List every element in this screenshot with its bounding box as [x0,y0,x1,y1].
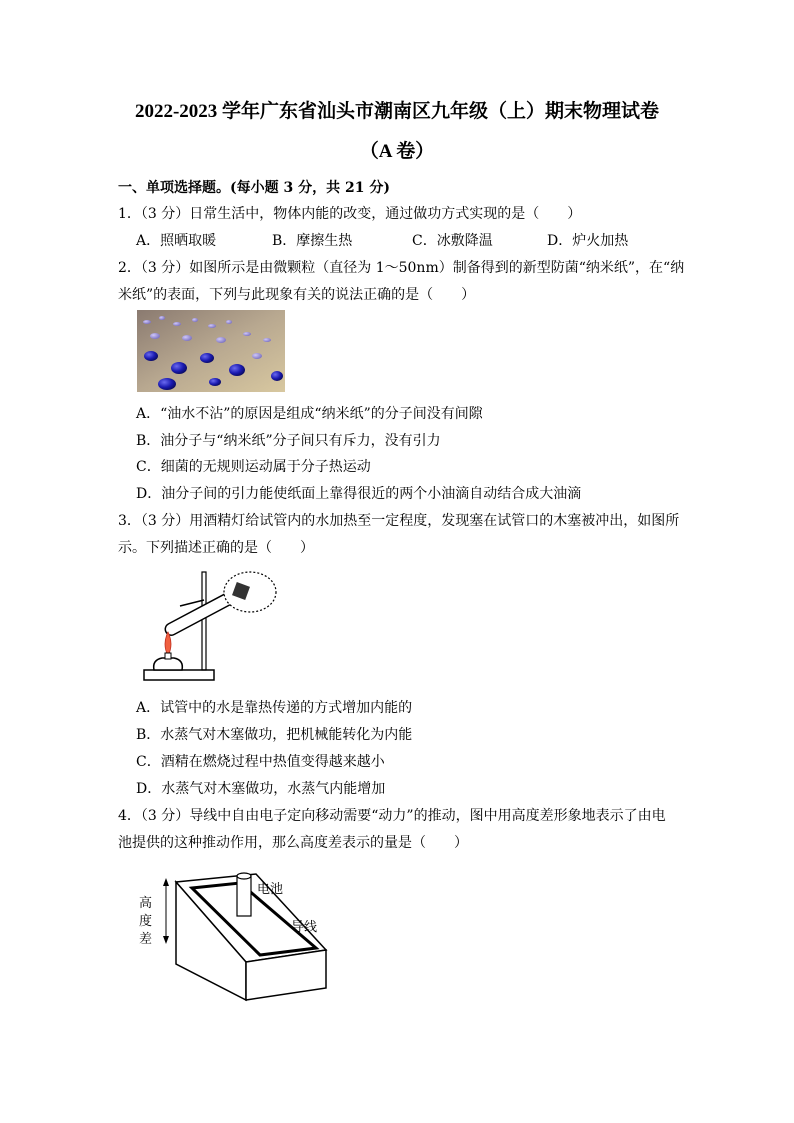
q1-option-a: A．照晒取暖 [136,233,217,249]
nano-paper-photo [137,310,285,392]
question-2-text-line1: 2．（3 分）如图所示是由微颗粒（直径为 1～50nm）制备得到的新型防菌“纳米纸”，在“纳 [118,260,685,276]
section-heading: 一、单项选择题。(每小题 3 分，共 21 分) [118,180,390,196]
exam-subtitle: （A 卷） [359,141,435,162]
question-3-text-line2: 示。下列描述正确的是（ ） [118,540,314,556]
q3-option-c: C．酒精在燃烧过程中热值变得越来越小 [136,754,385,770]
q1-option-c: C．冰敷降温 [412,233,493,249]
question-4-text-line2: 池提供的这种推动作用，那么高度差表示的量是（ ） [118,835,468,851]
wire-label: 导线 [291,920,318,935]
question-4-text-line1: 4．（3 分）导线中自由电子定向移动需要“动力”的推动，图中用高度差形象地表示了由电 [118,808,666,824]
battery-label: 电池 [257,882,284,897]
q3-option-b: B．水蒸气对木塞做功，把机械能转化为内能 [136,727,413,743]
q2-option-a: A．“油水不沾”的原因是组成“纳米纸”的分子间没有间隙 [136,406,483,422]
test-tube-diagram [140,562,280,684]
question-2-text-line2: 米纸”的表面，下列与此现象有关的说法正确的是（ ） [118,287,476,303]
q3-option-a: A．试管中的水是靠热传递的方式增加内能的 [136,700,413,716]
height-label-3: 差 [139,932,153,947]
q2-option-d: D．油分子间的引力能使纸面上靠得很近的两个小油滴自动结合成大油滴 [136,486,582,502]
exam-title: 2022-2023 学年广东省汕头市潮南区九年级（上）期末物理试卷 [134,101,660,122]
q2-option-b: B．油分子与“纳米纸”分子间只有斥力，没有引力 [136,433,441,449]
q1-option-b: B．摩擦生热 [272,233,353,249]
question-1-text: 1．（3 分）日常生活中，物体内能的改变，通过做功方式实现的是（ ） [118,206,582,222]
height-label-2: 度 [139,914,153,929]
q3-option-d: D．水蒸气对木塞做功，水蒸气内能增加 [136,781,386,797]
height-label-1: 高 [139,896,153,911]
q1-option-d: D．炉火加热 [547,233,629,249]
question-3-text-line1: 3．（3 分）用酒精灯给试管内的水加热至一定程度，发现塞在试管口的木塞被冲出，如图所 [118,513,680,529]
q2-option-c: C．细菌的无规则运动属于分子热运动 [136,459,371,475]
